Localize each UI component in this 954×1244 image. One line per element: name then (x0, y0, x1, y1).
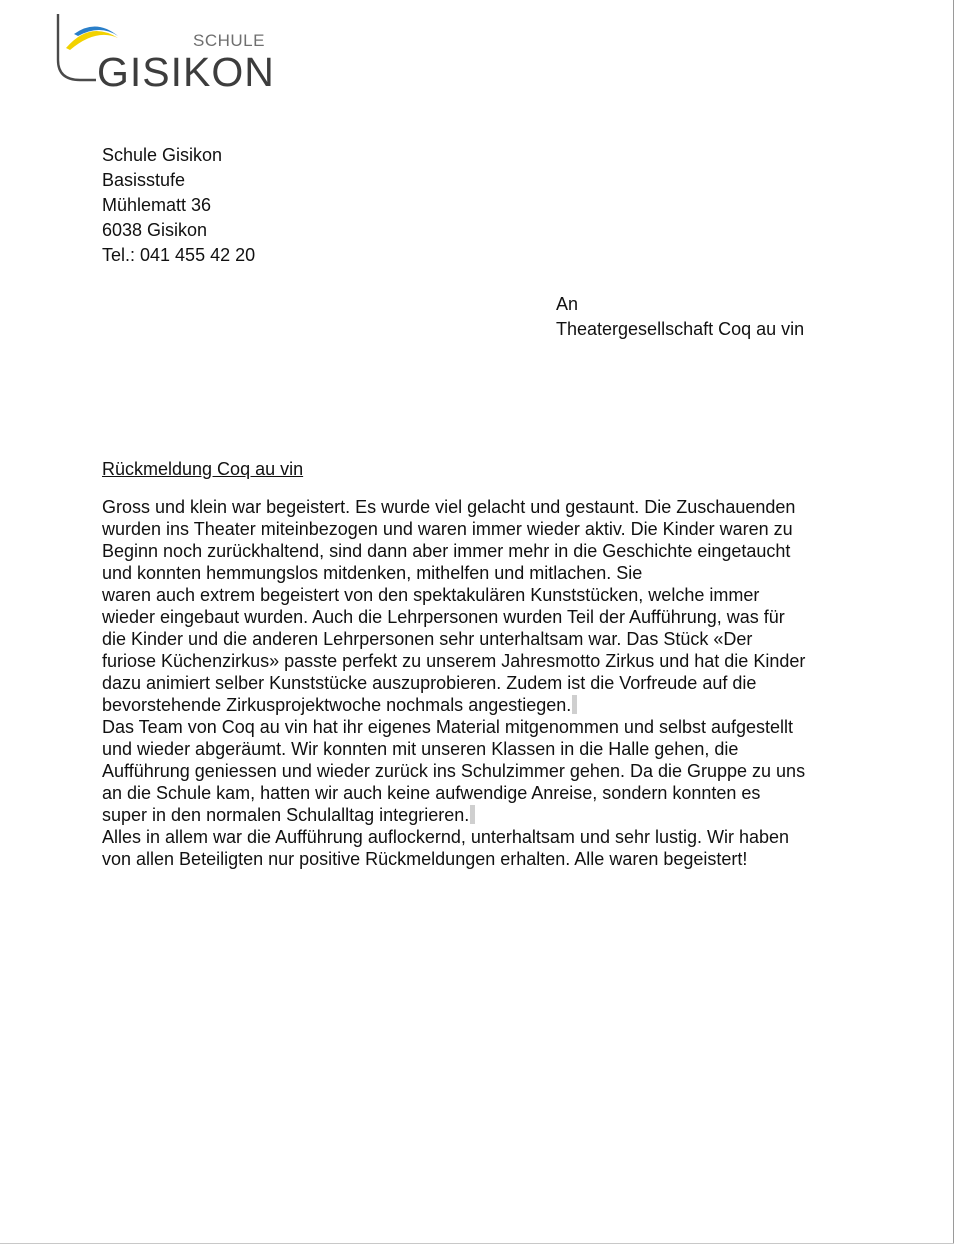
recipient-line: Theatergesellschaft Coq au vin (556, 319, 805, 339)
sender-line: Mühlematt 36 (102, 195, 212, 215)
body-line: und konnten hemmungslos mitdenken, mithelfen und mitlachen. Sie (102, 563, 643, 583)
paragraph-mark (572, 695, 577, 714)
body-line: wieder eingebaut wurden. Auch die Lehrpersonen wurden Teil der Aufführung, was für (102, 607, 785, 627)
logo-big-text: GISIKON (97, 49, 275, 95)
body-line: Das Team von Coq au vin hat ihr eigenes Material mitgenommen und selbst aufgestellt (102, 717, 794, 737)
body-line: Aufführung geniessen und wieder zurück ins Schulzimmer gehen. Da die Gruppe zu uns (102, 761, 806, 781)
body-line: und wieder abgeräumt. Wir konnten mit unseren Klassen in die Halle gehen, die (102, 739, 739, 759)
logo-small-text: SCHULE (193, 31, 265, 50)
body-line: super in den normalen Schulalltag integrieren. (102, 804, 862, 826)
letter-body (102, 496, 862, 870)
paragraph-mark (470, 805, 475, 824)
sender-line: Basisstufe (102, 170, 186, 190)
school-logo (56, 12, 275, 95)
letter-subject: Rückmeldung Coq au vin (102, 459, 304, 479)
body-line: Gross und klein war begeistert. Es wurde viel gelacht und gestaunt. Die Zuschauenden (102, 497, 796, 517)
body-line: wurden ins Theater miteinbezogen und waren immer wieder aktiv. Die Kinder waren zu (102, 519, 793, 539)
sender-line: Tel.: 041 455 42 20 (102, 245, 256, 265)
recipient-line: An (556, 294, 579, 314)
recipient-address (556, 292, 804, 342)
sender-line: Schule Gisikon (102, 145, 223, 165)
body-line: dazu animiert selber Kunststücke auszuprobieren. Zudem ist die Vorfreude auf die (102, 673, 757, 693)
sender-line: 6038 Gisikon (102, 220, 208, 240)
body-line: furiose Küchenzirkus» passte perfekt zu unserem Jahresmotto Zirkus und hat die Kinder (102, 651, 806, 671)
body-line: Beginn noch zurückhaltend, sind dann aber immer mehr in die Geschichte eingetaucht (102, 541, 791, 561)
body-line: Alles in allem war die Aufführung auflockernd, unterhaltsam und sehr lustig. Wir haben (102, 827, 790, 847)
body-line: bevorstehende Zirkusprojektwoche nochmals angestiegen. (102, 694, 862, 716)
body-line: waren auch extrem begeistert von den spektakulären Kunststücken, welche immer (102, 585, 760, 605)
body-line: die Kinder und die anderen Lehrpersonen sehr unterhaltsam war. Das Stück «Der (102, 629, 753, 649)
sender-address (102, 143, 255, 268)
body-line: an die Schule kam, hatten wir auch keine aufwendige Anreise, sondern konnten es (102, 783, 761, 803)
body-line: von allen Beteiligten nur positive Rückmeldungen erhalten. Alle waren begeistert! (102, 849, 748, 869)
